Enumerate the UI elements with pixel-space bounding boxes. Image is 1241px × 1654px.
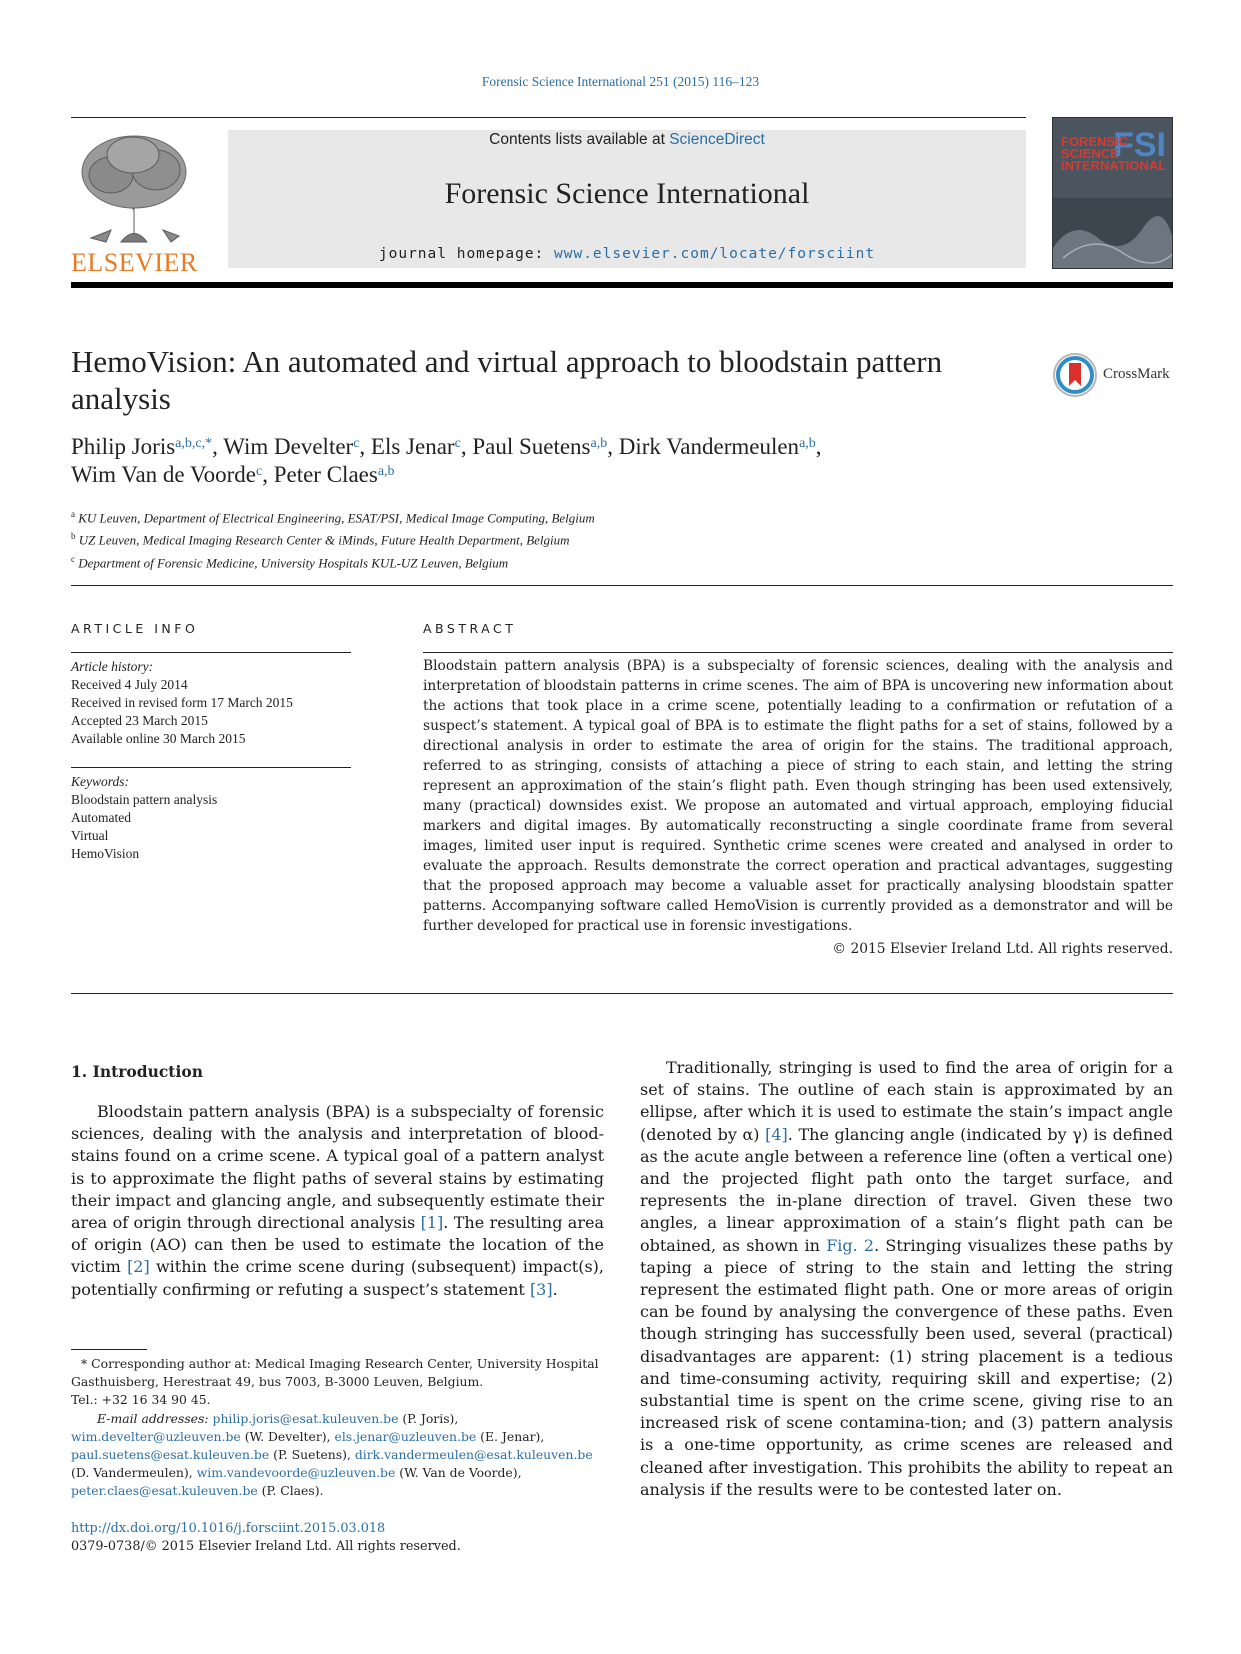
cover-title: FORENSIC SCIENCE INTERNATIONAL xyxy=(1061,134,1167,173)
history-accepted: Accepted 23 March 2015 xyxy=(71,713,208,728)
publisher-name: ELSEVIER xyxy=(71,248,198,277)
doi-link[interactable]: http://dx.doi.org/10.1016/j.forsciint.2015.03.018 xyxy=(71,1521,386,1536)
affiliation-text: UZ Leuven, Medical Imaging Research Center & iMinds, Future Health Department, Belgium xyxy=(78,532,570,548)
text-run: . xyxy=(552,1279,558,1299)
email-link[interactable]: wim.vandevoorde@uzleuven.be xyxy=(196,1465,396,1481)
affiliation-text: KU Leuven, Department of Electrical Engineering, ESAT/PSI, Medical Image Computing, Belgium xyxy=(78,510,595,526)
author-name: Els Jenar xyxy=(370,434,455,459)
text-run: Traditionally, stringing is used to find the area of origin for a set of stains. The outline of each stain is approximated by an ellipse, after which it is used to estimate the stain’s impact angle (denoted by α) xyxy=(640,1058,1173,1144)
author-affiliation-mark[interactable]: c xyxy=(353,436,360,451)
citation-1-link[interactable]: [1] xyxy=(420,1213,444,1233)
author-affiliation-mark[interactable]: a,b xyxy=(590,436,608,451)
author-separator: , xyxy=(359,434,371,459)
abstract-text: Bloodstain pattern analysis (BPA) is a subspecialty of forensic sciences, dealing with the analysis and interpretation of bloodstain patterns in crime scenes. The aim of BPA is uncovering new information about the actions that took place in a crime scene, potentially leading to a confirmation or refutation of a suspect’s statement. A typical goal of BPA is to estimate the flight paths for a set of stains, followed by a directional analysis in order to estimate the area of origin for the stains. The traditional approach, referred to as stringing, consists of attaching a piece of string to each stain, and letting the string represent an approximation of the stain’s flight path. Even though stringing has been used extensively, many (practical) downsides exist. We propose an automated and virtual approach, employing fiducial markers and digital images. By automatically reconstructing a single coordinate frame from several images, limited user input is required. Synthetic crime scenes were created and analysed in order to evaluate the approach. Results demonstrate the correct operation and practical advantages, suggesting that the proposed approach may become a valuable asset for practically analysing bloodstain spatter patterns. Accompanying software called HemoVision is currently provided as a demonstrator and will be further developed for practical use in forensic investigations. xyxy=(423,658,1173,934)
email-link[interactable]: dirk.vandermeulen@esat.kuleuven.be xyxy=(354,1447,593,1463)
author-affiliation-mark[interactable]: a,b xyxy=(799,436,816,451)
body-column-left xyxy=(71,1101,604,1301)
figure-2-link[interactable]: Fig. 2 xyxy=(826,1235,875,1255)
introduction-heading: 1. Introduction xyxy=(71,1062,203,1081)
author-name: Wim Develter xyxy=(223,434,354,459)
keyword-item: HemoVision xyxy=(71,846,140,861)
email-owner: (W. Van de Voorde), xyxy=(395,1465,522,1481)
keyword-item: Bloodstain pattern analysis xyxy=(71,792,218,807)
affiliations xyxy=(71,505,971,572)
contents-line xyxy=(228,131,1026,149)
author-name: Dirk Vandermeulen xyxy=(618,434,800,459)
citation-2-link[interactable]: [2] xyxy=(127,1257,150,1277)
author-name: Wim Van de Voorde xyxy=(71,462,256,487)
author-separator: , xyxy=(460,434,473,459)
text-run: within the crime scene during (subsequent) impact(s), potentially confirming or refuting a suspect’s statement xyxy=(71,1257,605,1299)
affiliation-text: Department of Forensic Medicine, University Hospitals KUL-UZ Leuven, Belgium xyxy=(78,554,509,570)
history-online: Available online 30 March 2015 xyxy=(71,731,246,746)
email-owner: (P. Joris), xyxy=(398,1410,459,1426)
article-info-rule xyxy=(71,652,351,653)
cover-artwork xyxy=(1053,198,1173,268)
homepage-link[interactable]: www.elsevier.com/locate/forsciint xyxy=(554,246,876,262)
keyword-item: Virtual xyxy=(71,828,109,843)
email-link[interactable]: wim.develter@uzleuven.be xyxy=(71,1428,241,1444)
abstract-rule xyxy=(423,652,1173,653)
intro-paragraph-1 xyxy=(71,1101,604,1301)
abstract-bottom-rule xyxy=(71,993,1173,994)
email-owner: (D. Vandermeulen), xyxy=(71,1465,197,1481)
corresponding-author-note: * Corresponding author at: Medical Imaging Research Center, University Hospital Gasthuisberg, Herestraat 49, bus 7003, B-3000 Leuven, Belgium. xyxy=(71,1356,599,1390)
sciencedirect-link[interactable]: ScienceDirect xyxy=(669,131,765,148)
keywords-label: Keywords: xyxy=(71,774,129,789)
crossmark-icon xyxy=(1052,352,1098,398)
journal-cover-thumbnail[interactable] xyxy=(1052,117,1173,269)
body-column-right xyxy=(640,1057,1173,1501)
cover-badge: FSI xyxy=(1113,126,1166,164)
affiliation-a xyxy=(71,505,971,527)
keywords xyxy=(71,773,351,863)
email-owner: (E. Jenar), xyxy=(476,1428,545,1444)
history-label: Article history: xyxy=(71,659,154,674)
telephone-note: Tel.: +32 16 34 90 45. xyxy=(71,1392,211,1408)
author-affiliation-mark[interactable]: c xyxy=(454,436,461,451)
abstract-heading: ABSTRACT xyxy=(423,621,517,636)
article-history xyxy=(71,658,351,748)
author-affiliation-mark[interactable]: a,b xyxy=(377,464,395,479)
abstract-copyright: © 2015 Elsevier Ireland Ltd. All rights reserved. xyxy=(832,941,1173,957)
author-separator: , xyxy=(262,462,274,487)
email-addresses xyxy=(71,1410,604,1501)
author-separator: , xyxy=(212,434,224,459)
article-title: HemoVision: An automated and virtual approach to bloodstain pattern analysis xyxy=(71,344,943,416)
crossmark-button[interactable] xyxy=(1052,352,1177,398)
author-separator: , xyxy=(815,434,822,459)
author-list xyxy=(71,433,1071,489)
affiliation-b xyxy=(71,527,971,549)
keyword-item: Automated xyxy=(71,810,131,825)
homepage-prefix: journal homepage: xyxy=(378,246,555,262)
author-name: Paul Suetens xyxy=(472,434,591,459)
author-line-2 xyxy=(71,461,1071,489)
affiliation-c xyxy=(71,550,971,572)
author-separator: , xyxy=(607,434,619,459)
text-run: . Stringing visualizes these paths by taping a piece of string to the stain and letting the string represent the estimated flight path. One or more areas of origin can be found by analysing the convergence of these paths. Even though stringing has successfully been used, several (practical) disadvantages are apparent: (1) string placement is a tedious and time-consuming activity, requiring skill and expertise; (2) substantial time is spent on the crime scene, giving rise to an increased risk of scene contamina-tion; and (3) pattern analysis is a one-time opportunity, as crime scenes are released and cleaned after investigation. This prohibits the ability to repeat an analysis if the results were to be contested later on. xyxy=(640,1235,1174,1499)
text-run: Bloodstain pattern analysis (BPA) is a subspecialty of forensic sciences, dealing with the analysis and interpretation of blood-stains found on a crime scene. A typical goal of a pattern analyst is to approximate the flight paths of several stains by estimating their impact and glancing angle, and subsequently estimate their area of origin through directional analysis xyxy=(71,1102,604,1233)
email-label: E-mail addresses: xyxy=(97,1410,209,1426)
crossmark-label: CrossMark xyxy=(1103,366,1170,382)
footnote-rule xyxy=(71,1349,147,1350)
text-run: . The glancing angle (indicated by γ) is defined as the acute angle between a reference line (often a vertical one) and the projected flight path onto the target surface, and represents the in-plane direction of travel. Given these two angles, a linear approximation of a stain’s flight path can be obtained, as shown in xyxy=(640,1124,1173,1255)
issn-copyright: 0379-0738/© 2015 Elsevier Ireland Ltd. All rights reserved. xyxy=(71,1539,461,1554)
citation-3-link[interactable]: [3] xyxy=(529,1279,553,1299)
masthead-top-rule xyxy=(71,117,1026,118)
text-run: . The resulting area of origin (AO) can then be used to estimate the location of the victim xyxy=(71,1213,605,1277)
author-name: Peter Claes xyxy=(273,462,378,487)
email-link[interactable]: paul.suetens@esat.kuleuven.be xyxy=(71,1447,270,1463)
email-owner: (P. Suetens), xyxy=(269,1447,355,1463)
email-link[interactable]: philip.joris@esat.kuleuven.be xyxy=(212,1410,399,1426)
author-name: Philip Joris xyxy=(71,434,176,459)
author-affiliation-mark[interactable]: c xyxy=(255,464,263,479)
article-info-heading: ARTICLE INFO xyxy=(71,621,199,636)
history-received: Received 4 July 2014 xyxy=(71,677,188,692)
affiliation-mark: c xyxy=(71,553,75,564)
contents-prefix: Contents lists available at xyxy=(489,131,670,148)
affiliation-mark: a xyxy=(71,509,75,519)
citation-4-link[interactable]: [4] xyxy=(765,1124,788,1144)
journal-reference-link[interactable]: Forensic Science International 251 (2015) 116–123 xyxy=(481,74,760,89)
intro-paragraph-2 xyxy=(640,1057,1173,1501)
history-revised: Received in revised form 17 March 2015 xyxy=(71,695,293,710)
keywords-rule xyxy=(71,767,351,768)
footnotes xyxy=(71,1355,604,1501)
email-link[interactable]: els.jenar@uzleuven.be xyxy=(334,1428,477,1444)
masthead-bottom-rule xyxy=(71,282,1173,288)
journal-title: Forensic Science International xyxy=(444,177,810,210)
homepage-line xyxy=(228,246,1026,262)
email-owner: (W. Develter), xyxy=(240,1428,335,1444)
header-divider xyxy=(71,585,1173,586)
author-line-1 xyxy=(71,433,1071,461)
affiliation-mark: b xyxy=(71,531,76,542)
author-affiliation-mark[interactable]: a,b,c,* xyxy=(175,436,213,451)
email-owner: (P. Claes). xyxy=(257,1483,324,1499)
journal-masthead xyxy=(228,130,1026,268)
email-link[interactable]: peter.claes@esat.kuleuven.be xyxy=(71,1483,258,1499)
